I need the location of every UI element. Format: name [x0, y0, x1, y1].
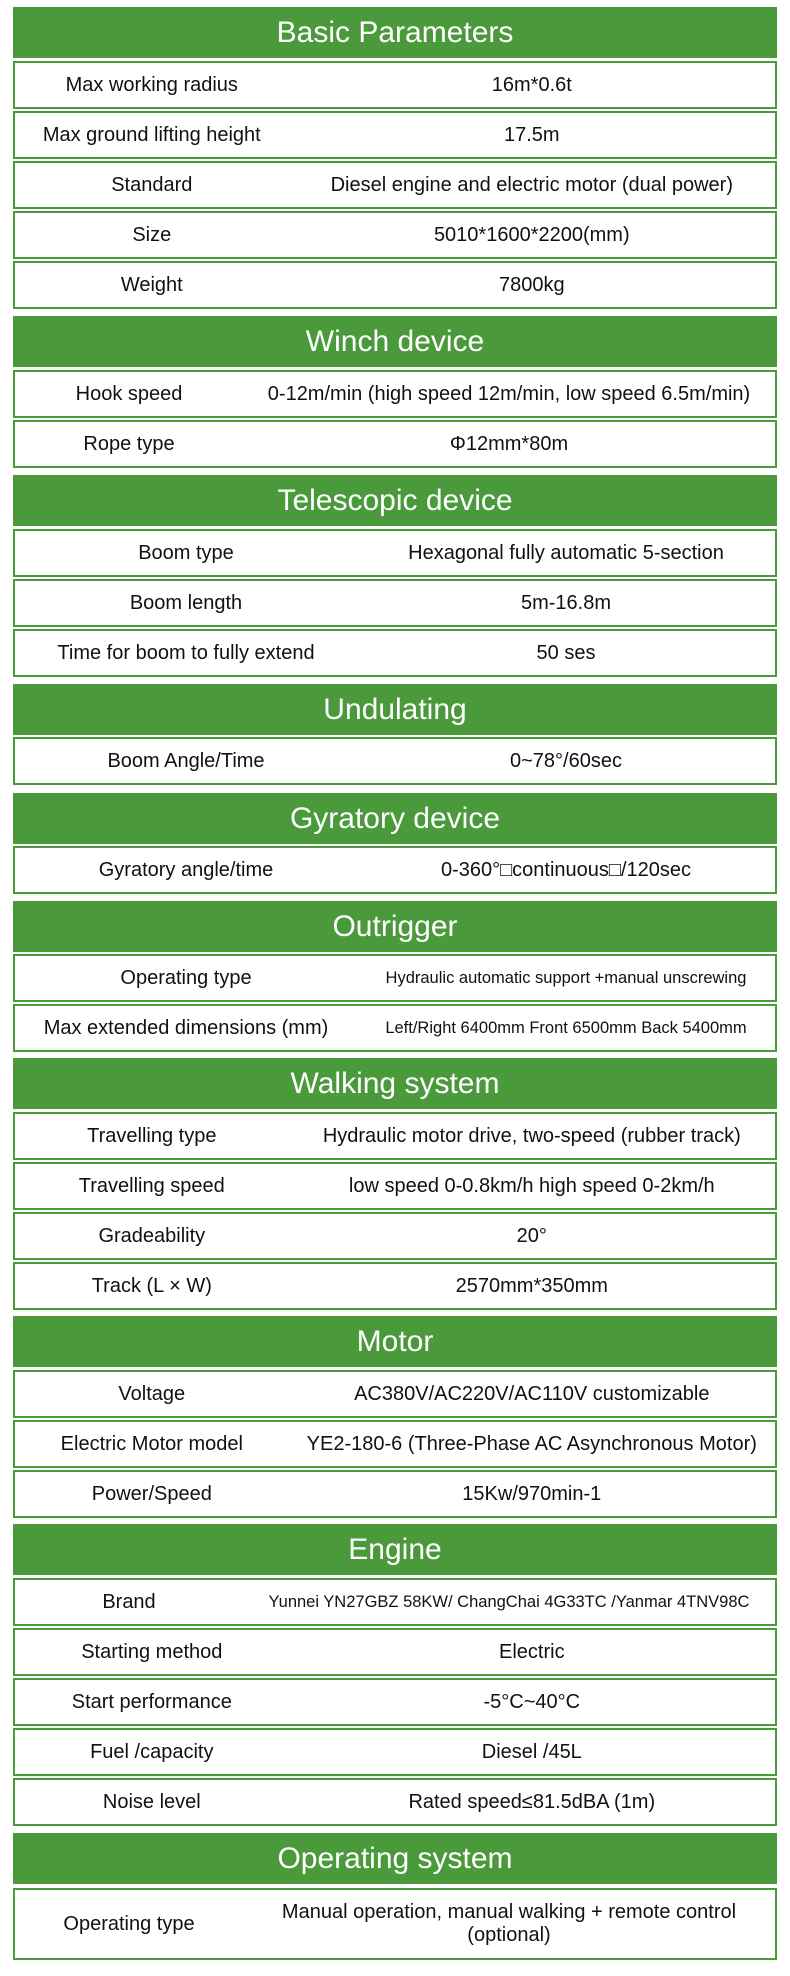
- spec-label: Travelling speed: [78, 1174, 225, 1197]
- spec-value: Rated speed≤81.5dBA (1m): [408, 1790, 656, 1813]
- spec-row: [13, 1212, 777, 1260]
- spec-value: 0-360°□continuous□/120sec: [440, 858, 692, 881]
- spec-label: Voltage: [118, 1382, 186, 1405]
- spec-row: [13, 737, 777, 785]
- spec-label: Start performance: [71, 1690, 232, 1713]
- spec-row: [13, 261, 777, 309]
- spec-value: 2570mm*350mm: [455, 1274, 608, 1297]
- spec-row: [13, 420, 777, 468]
- spec-value: 16m*0.6t: [491, 73, 572, 96]
- spec-label: Fuel /capacity: [90, 1740, 214, 1763]
- spec-row: [13, 1778, 777, 1826]
- spec-label: Gyratory angle/time: [98, 858, 274, 881]
- spec-value: low speed 0-0.8km/h high speed 0-2km/h: [348, 1174, 715, 1197]
- spec-value: 5m-16.8m: [520, 591, 612, 614]
- spec-row: [13, 1470, 777, 1518]
- section-header: Operating system: [13, 1833, 777, 1884]
- spec-value: 0~78°/60sec: [510, 749, 622, 772]
- spec-label: Max extended dimensions (mm): [43, 1016, 329, 1039]
- spec-label: Boom length: [129, 591, 243, 614]
- spec-label: Electric Motor model: [60, 1432, 243, 1455]
- spec-label: Weight: [120, 273, 183, 296]
- spec-value: Yunnei YN27GBZ 58KW/ ChangChai 4G33TC /Yanmar 4TNV98C: [268, 1592, 750, 1611]
- spec-value: 20°: [516, 1224, 547, 1247]
- spec-label: Boom type: [138, 541, 234, 564]
- spec-row: [13, 370, 777, 418]
- spec-row: [13, 1678, 777, 1726]
- spec-label: Travelling type: [87, 1124, 217, 1147]
- spec-row: [13, 111, 777, 159]
- spec-label: Noise level: [102, 1790, 201, 1813]
- spec-value: AC380V/AC220V/AC110V customizable: [354, 1382, 710, 1405]
- section-header: Undulating: [13, 684, 777, 735]
- spec-row: [13, 579, 777, 627]
- section-header: Basic Parameters: [13, 7, 777, 58]
- spec-row: [13, 1370, 777, 1418]
- spec-value: Electric: [499, 1640, 565, 1663]
- spec-label: Hook speed: [75, 382, 183, 405]
- spec-label: Max ground lifting height: [42, 123, 261, 146]
- spec-value: Diesel /45L: [481, 1740, 582, 1763]
- spec-value: 0-12m/min (high speed 12m/min, low speed 6.5m/min): [267, 382, 751, 405]
- section-header: Telescopic device: [13, 475, 777, 526]
- section-header: Motor: [13, 1316, 777, 1367]
- spec-label: Boom Angle/Time: [107, 749, 265, 772]
- spec-value: Diesel engine and electric motor (dual power): [330, 173, 733, 196]
- spec-row: [13, 161, 777, 209]
- spec-label: Standard: [111, 173, 193, 196]
- spec-row: [13, 61, 777, 109]
- spec-row: [13, 211, 777, 259]
- spec-value: Hydraulic motor drive, two-speed (rubber track): [322, 1124, 741, 1147]
- spec-value: 50 ses: [536, 641, 596, 664]
- spec-label: Brand: [102, 1590, 156, 1613]
- spec-row: [13, 846, 777, 894]
- spec-label: Power/Speed: [91, 1482, 212, 1505]
- spec-value: Manual operation, manual walking + remote control (optional): [281, 1901, 737, 1946]
- spec-label: Gradeability: [98, 1224, 206, 1247]
- spec-row: [13, 1728, 777, 1776]
- spec-value: Φ12mm*80m: [449, 432, 569, 455]
- spec-label: Operating type: [120, 966, 252, 989]
- spec-value: Left/Right 6400mm Front 6500mm Back 5400mm: [385, 1018, 747, 1037]
- section-header: Engine: [13, 1524, 777, 1575]
- spec-value: 7800kg: [498, 273, 565, 296]
- spec-value: 15Kw/970min-1: [462, 1482, 602, 1505]
- spec-row: [13, 1888, 777, 1960]
- spec-label: Starting method: [81, 1640, 223, 1663]
- spec-row: [13, 1578, 777, 1626]
- spec-row: [13, 1628, 777, 1676]
- spec-row: [13, 629, 777, 677]
- section-header: Walking system: [13, 1058, 777, 1109]
- section-header: Outrigger: [13, 901, 777, 952]
- spec-label: Operating type: [63, 1912, 195, 1935]
- section-header: Gyratory device: [13, 793, 777, 844]
- spec-row: [13, 529, 777, 577]
- spec-value: YE2-180-6 (Three-Phase AC Asynchronous Motor): [306, 1432, 757, 1455]
- spec-row: [13, 1420, 777, 1468]
- spec-label: Size: [132, 223, 172, 246]
- spec-value: Hydraulic automatic support +manual unscrewing: [385, 968, 747, 987]
- spec-label: Rope type: [83, 432, 175, 455]
- spec-label: Track (L × W): [91, 1274, 212, 1297]
- spec-label: Time for boom to fully extend: [57, 641, 315, 664]
- spec-value: Hexagonal fully automatic 5-section: [408, 541, 724, 564]
- spec-row: [13, 1262, 777, 1310]
- spec-row: [13, 954, 777, 1002]
- spec-row: [13, 1004, 777, 1052]
- spec-row: [13, 1112, 777, 1160]
- section-header: Winch device: [13, 316, 777, 367]
- spec-label: Max working radius: [65, 73, 238, 96]
- spec-value: -5°C~40°C: [483, 1690, 581, 1713]
- spec-row: [13, 1162, 777, 1210]
- spec-value: 17.5m: [503, 123, 560, 146]
- spec-value: 5010*1600*2200(mm): [433, 223, 630, 246]
